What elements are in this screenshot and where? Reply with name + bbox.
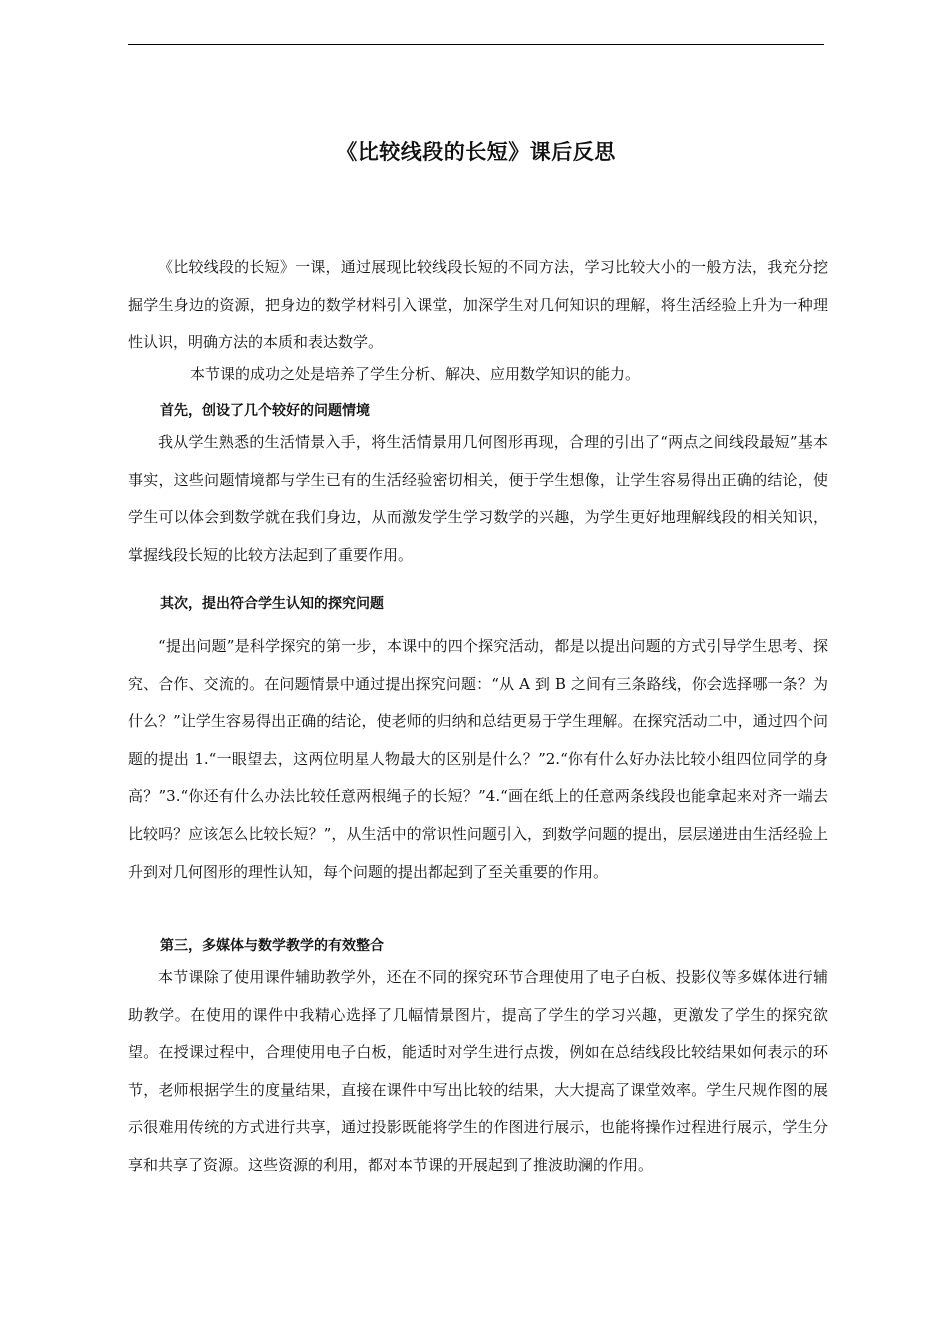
header-rule [128,44,824,45]
section-heading-1: 首先，创设了几个较好的问题情境 [160,403,370,419]
document-title: 《比较线段的长短》课后反思 [336,140,616,164]
section-body-3: 本节课除了使用课件辅助教学外，还在不同的探究环节合理使用了电子白板、投影仪等多媒体进行辅助教学。在使用的课件中我精心选择了几幅情景图片，提高了学生的学习兴趣，更激发了学生的探究欲望。在授课过程中，合理使用电子白板，能适时对学生进行点拨，例如在总结线段比较结果如何表示的环节，老师根据学生的度量结果，直接在课件中写出比较的结果，大大提高了课堂效率。学生尺规作图的展示很难用传统的方式进行共享，通过投影既能将学生的作图进行展示，也能将操作过程进行展示，学生分享和共享了资源。这些资源的利用，都对本节课的开展起到了推波助澜的作用。 [128,968,828,1174]
section-body-1: 我从学生熟悉的生活情景入手，将生活情景用几何图形再现，合理的引出了“两点之间线段最短”基本事实，这些问题情境都与学生已有的生活经验密切相关，便于学生想像，让学生容易得出正确的结论，使学生可以体会到数学就在我们身边，从而激发学生学习数学的兴趣，为学生更好地理解线段的相关知识，掌握线段长短的比较方法起到了重要作用。 [128,433,828,564]
summary-paragraph: 本节课的成功之处是培养了学生分析、解决、应用数学知识的能力。 [190,365,641,383]
section-heading-2: 其次，提出符合学生认知的探究问题 [160,596,384,612]
section-body-2: “提出问题”是科学探究的第一步，本课中的四个探究活动，都是以提出问题的方式引导学生思考、探究、合作、交流的。在问题情景中通过提出探究问题：“从 A 到 B 之间有三条路线，你会选择哪一条？为什么？”让学生容易得出正确的结论，使老师的归纳和总结更易于学生理解。在探究活动二中，通过四个问题的提出 1.“一眼望去，这两位明星人物最大的区别是什么？”2.“你有什么好办法比较小组四位同学的身高？”3.“你还有什么办法比较任意两根绳子的长短？”4.“画在纸上的任意两条线段也能拿起来对齐一端去比较吗？应该怎么比较长短？”，从生活中的常识性问题引入，到数学问题的提出，层层递进由生活经验上升到对几何图形的理性认知，每个问题的提出都起到了至关重要的作用。 [128,637,828,881]
section-heading-3: 第三，多媒体与数学教学的有效整合 [160,938,384,954]
intro-paragraph: 《比较线段的长短》一课，通过展现比较线段长短的不同方法，学习比较大小的一般方法，我充分挖掘学生身边的资源，把身边的数学材料引入课堂，加深学生对几何知识的理解，将生活经验上升为一种理性认识，明确方法的本质和表达数学。 [128,258,828,352]
